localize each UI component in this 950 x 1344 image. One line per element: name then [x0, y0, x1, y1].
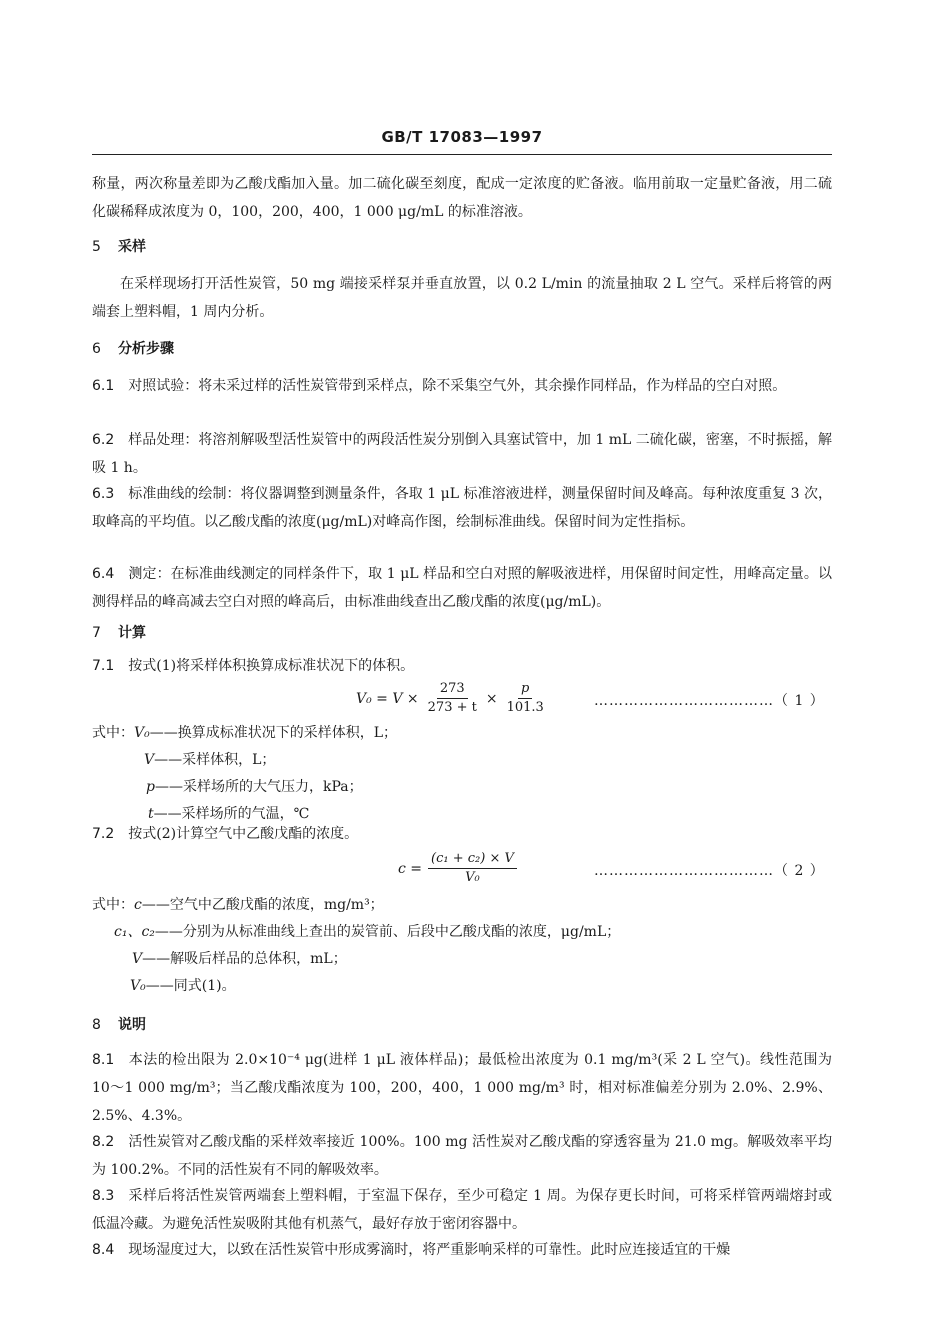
section-title: 采样 — [118, 239, 146, 255]
symbol: V — [132, 951, 143, 967]
clause-number: 6.1 — [92, 378, 115, 394]
clause-number: 6.4 — [92, 566, 115, 582]
clause-7-2 — [92, 820, 832, 848]
clause-6-1 — [92, 372, 832, 400]
section-title: 计算 — [118, 625, 146, 641]
formula-lhs: c = — [398, 860, 423, 877]
fraction-numerator: (c₁ + c₂) × V — [428, 850, 517, 869]
clause-8-3 — [92, 1182, 832, 1238]
section-title: 说明 — [118, 1017, 146, 1033]
definition-text: ——空气中乙酸戊酯的浓度，mg/m³； — [141, 897, 384, 913]
section-6-heading — [92, 338, 174, 358]
section-number: 5 — [92, 239, 101, 255]
section-5-heading — [92, 236, 146, 256]
symbol: V₀ — [130, 978, 146, 994]
clause-number: 7.1 — [92, 658, 115, 674]
clause-text: 样品处理：将溶剂解吸型活性炭管中的两段活性炭分别倒入具塞试管中，加 1 mL 二硫化碳，密塞，不时振摇，解吸 1 h。 — [92, 432, 832, 476]
definition-text: ——同式(1)。 — [145, 978, 236, 994]
header-rule — [92, 154, 832, 155]
formula-2 — [398, 850, 523, 887]
definition-row — [92, 946, 620, 973]
definition-text: ——换算成标准状况下的采样体积，L； — [149, 725, 398, 741]
clause-6-2 — [92, 426, 832, 482]
clause-text: 采样后将活性炭管两端套上塑料帽，于室温下保存，至少可稳定 1 周。为保存更长时间，可将采样管两端熔封或低温冷藏。为避免活性炭吸附其他有机蒸气，最好存放于密闭容器中。 — [92, 1188, 832, 1232]
definition-row — [92, 973, 620, 1000]
clause-text: 按式(2)计算空气中乙酸戊酯的浓度。 — [128, 826, 359, 842]
definition-row — [92, 720, 397, 747]
clause-text: 对照试验：将未采过样的活性炭管带到采样点，除不采集空气外，其余操作同样品，作为样品的空白对照。 — [128, 378, 787, 394]
clause-text: 标准曲线的绘制：将仪器调整到测量条件，各取 1 μL 标准溶液进样，测量保留时间及峰高。每种浓度重复 3 次，取峰高的平均值。以乙酸戊酯的浓度(μg/mL)对峰高作图，绘制标准曲线。保留时间为定性指标。 — [92, 486, 832, 530]
definition-row — [92, 892, 620, 919]
symbol: V — [144, 752, 155, 768]
definition-row — [92, 747, 397, 774]
definition-row — [92, 919, 620, 946]
intro-paragraph: 称量，两次称量差即为乙酸戊酯加入量。加二硫化碳至刻度，配成一定浓度的贮备液。临用前取一定量贮备液，用二硫化碳稀释成浓度为 0，100，200，400，1 000 μg/mL 的标准溶液。 — [92, 176, 832, 220]
clause-text: 活性炭管对乙酸戊酯的采样效率接近 100%。100 mg 活性炭对乙酸戊酯的穿透容量为 21.0 mg。解吸效率平均为 100.2%。不同的活性炭有不同的解吸效率。 — [92, 1134, 832, 1178]
clause-8-2 — [92, 1128, 832, 1184]
section-title: 分析步骤 — [118, 341, 174, 357]
clause-number: 8.2 — [92, 1134, 115, 1150]
section-5-paragraph: 在采样现场打开活性炭管，50 mg 端接采样泵并垂直放置，以 0.2 L/min 的流量抽取 2 L 空气。采样后将管的两端套上塑料帽，1 周内分析。 — [92, 276, 832, 320]
clause-7-1 — [92, 652, 832, 680]
fraction-denominator: V₀ — [465, 870, 480, 885]
clause-number: 6.2 — [92, 432, 115, 448]
fraction-denominator: 273 + t — [427, 700, 477, 715]
formula-1 — [356, 680, 553, 717]
definitions-lead: 式中： — [92, 725, 134, 741]
fraction-numerator: p — [518, 680, 532, 699]
symbol: t — [148, 806, 154, 822]
definition-text: ——采样场所的大气压力，kPa； — [154, 779, 363, 795]
symbol: c₁、c₂ — [114, 924, 155, 940]
clause-number: 8.3 — [92, 1188, 115, 1204]
clause-8-1 — [92, 1046, 832, 1130]
equation-number-1: ………………………………（ 1 ） — [594, 693, 825, 709]
clause-number: 8.1 — [92, 1052, 115, 1068]
fraction-pressure — [504, 680, 547, 717]
definition-text: ——采样场所的气温，℃ — [153, 806, 310, 822]
clause-number: 8.4 — [92, 1242, 115, 1258]
section-number: 7 — [92, 625, 101, 641]
definitions-lead: 式中： — [92, 897, 134, 913]
clause-text: 按式(1)将采样体积换算成标准状况下的体积。 — [128, 658, 415, 674]
definitions-2 — [92, 892, 620, 1000]
times-sign: × — [485, 690, 498, 707]
section-7-heading — [92, 622, 146, 642]
equation-number-2: ………………………………（ 2 ） — [594, 863, 825, 879]
definition-row — [92, 774, 397, 801]
definitions-1 — [92, 720, 397, 828]
symbol: c — [134, 897, 142, 913]
symbol: V₀ — [134, 725, 150, 741]
clause-8-4 — [92, 1236, 832, 1264]
clause-6-3 — [92, 480, 832, 536]
clause-number: 7.2 — [92, 826, 115, 842]
clause-text: 现场湿度过大，以致在活性炭管中形成雾滴时，将严重影响采样的可靠性。此时应连接适宜的干燥 — [128, 1242, 731, 1258]
fraction-denominator: 101.3 — [506, 700, 544, 715]
fraction-numerator: 273 — [437, 680, 468, 699]
section-8-heading — [92, 1014, 146, 1034]
definition-text: ——采样体积，L； — [154, 752, 276, 768]
fraction-temperature — [425, 680, 480, 717]
symbol: p — [146, 779, 155, 795]
clause-text: 本法的检出限为 2.0×10⁻⁴ μg(进样 1 μL 液体样品)；最低检出浓度为 0.1 mg/m³(采 2 L 空气)。线性范围为 10～1 000 mg/m³；当乙酸戊酯浓度为 100，200，400，1 000 mg/m³ 时，相对标准偏差分别为 2.0%、2.9%、2.5%、4.3%。 — [92, 1052, 832, 1124]
page-header: GB/T 17083—1997 — [381, 128, 543, 146]
section-number: 6 — [92, 341, 101, 357]
clause-text: 测定：在标准曲线测定的同样条件下，取 1 μL 样品和空白对照的解吸液进样，用保留时间定性，用峰高定量。以测得样品的峰高减去空白对照的峰高后，由标准曲线查出乙酸戊酯的浓度(μg/mL)。 — [92, 566, 832, 610]
fraction-concentration — [428, 850, 517, 887]
section-number: 8 — [92, 1017, 101, 1033]
definition-text: ——分别为从标准曲线上查出的炭管前、后段中乙酸戊酯的浓度，μg/mL； — [154, 924, 621, 940]
definition-text: ——解吸后样品的总体积，mL； — [142, 951, 347, 967]
formula-lhs: V₀ = V × — [356, 690, 419, 707]
clause-number: 6.3 — [92, 486, 115, 502]
clause-6-4 — [92, 560, 832, 616]
